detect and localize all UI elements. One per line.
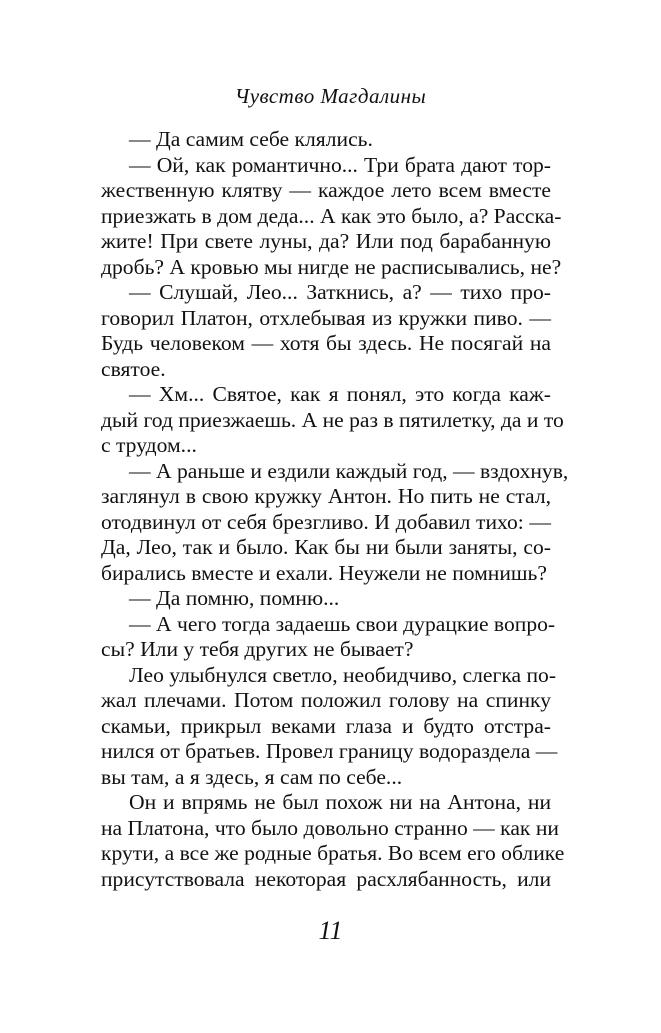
text-line: заглянул в свою кружку Антон. Но пить не стал, xyxy=(101,484,551,508)
text-line: говорил Платон, отхлебывая из кружки пиво. — xyxy=(101,305,551,330)
text-line: — Хм... Святое, как я понял, это когда каж- xyxy=(129,382,551,406)
text-line: Будь человеком — хотя бы здесь. Не посягай на xyxy=(101,331,551,355)
text-line: — А раньше и ездили каждый год, — вздохнув, xyxy=(129,458,569,483)
text-line: на Платона, что было довольно странно — как ни xyxy=(101,815,559,840)
paragraph xyxy=(73,790,565,892)
paragraph xyxy=(73,127,551,153)
text-line: святое. xyxy=(101,356,166,381)
paragraph xyxy=(73,611,556,663)
paragraph xyxy=(73,662,558,791)
text-line: бирались вместе и ехали. Неужели не помнишь? xyxy=(101,560,547,585)
text-line: дый год приезжаешь. А не раз в пятилетку, да и то xyxy=(101,407,564,432)
paragraph xyxy=(73,458,569,587)
paragraph xyxy=(73,152,562,281)
paragraph xyxy=(73,382,564,459)
text-line: — А чего тогда задаешь свои дурацкие вопро- xyxy=(129,611,556,636)
text-line: Да, Лео, так и было. Как бы ни были заняты, со- xyxy=(101,535,551,559)
text-line: скамьи, прикрыл веками глаза и будто отстра- xyxy=(101,713,551,738)
text-line: жите! При свете луны, да? Или под барабанную xyxy=(101,229,551,253)
text-line: сы? Или у тебя других не бывает? xyxy=(101,637,414,661)
text-line: — Слушай, Лео... Заткнись, а? — тихо про- xyxy=(129,280,551,304)
text-line: жественную клятву — каждое лето всем вместе xyxy=(101,178,551,202)
text-line: вы там, а я здесь, я сам по себе... xyxy=(101,764,403,789)
text-line: отодвинул от себя брезгливо. И добавил тихо: — xyxy=(101,509,551,534)
text-line: — Да помню, помню... xyxy=(129,586,340,610)
text-line: с трудом... xyxy=(101,433,197,457)
body-text xyxy=(73,127,569,892)
running-head: Чувство Магдалины xyxy=(234,84,427,108)
text-line: приезжать в дом деда... А как это было, а? Расска- xyxy=(101,203,562,228)
text-line: — Да самим себе клялись. xyxy=(129,127,373,151)
text-line: Лео улыбнулся светло, необидчиво, слегка по- xyxy=(129,662,557,687)
text-line: Он и впрямь не был похож ни на Антона, ни xyxy=(129,790,551,814)
paragraph xyxy=(73,280,551,382)
page-number: 11 xyxy=(318,916,343,945)
text-line: дробь? А кровью мы нигде не расписывались, не? xyxy=(101,254,562,279)
text-line: — Ой, как романтично... Три брата дают тор- xyxy=(129,152,551,177)
paragraph xyxy=(73,586,551,612)
text-line: присутствовала некоторая расхлябанность, или xyxy=(101,866,551,891)
text-line: нился от братьев. Провел границу водораздела — xyxy=(101,739,558,763)
text-line: жал плечами. Потом положил голову на спинку xyxy=(101,688,551,712)
text-line: крути, а все же родные братья. Во всем его облике xyxy=(101,841,565,865)
